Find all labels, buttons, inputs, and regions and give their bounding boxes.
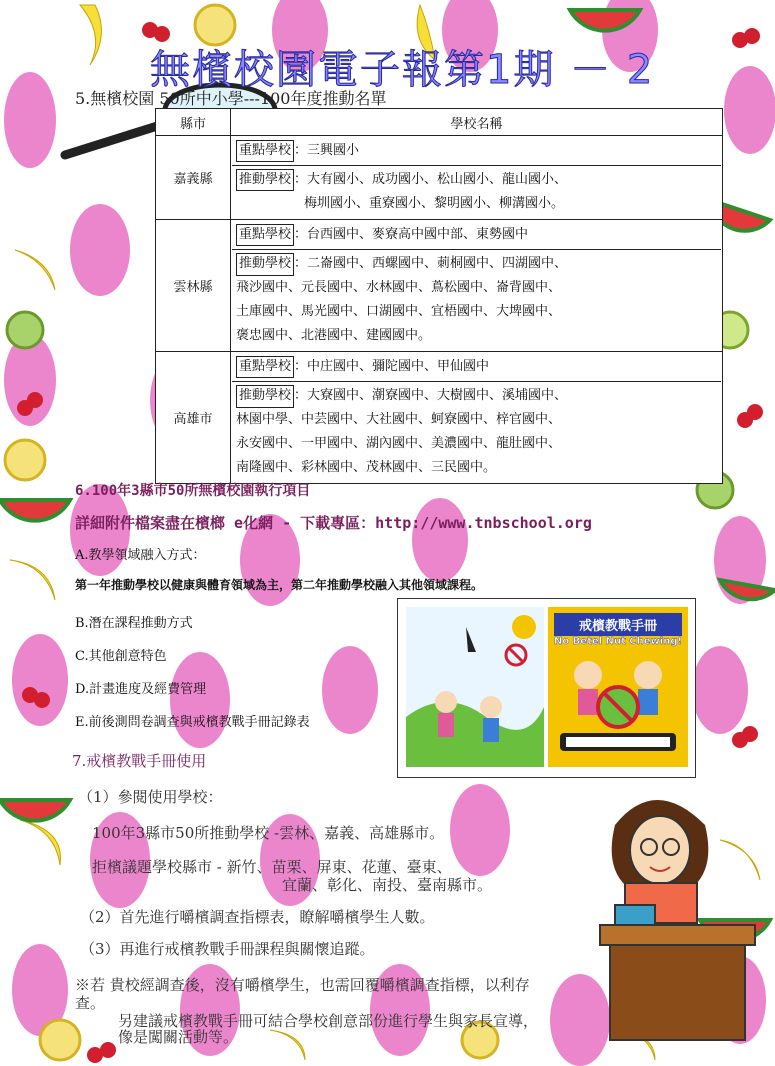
key-school-names: ：台西國中、麥寮高中國中部、東勢國中: [294, 227, 529, 242]
promo-school-tag: 推動學校: [236, 253, 294, 276]
year-note: 第一年推動學校以健康與體育領域為主，第二年推動學校融入其他領域課程。: [75, 578, 484, 592]
school-list-table: [155, 108, 723, 484]
promo-line: ：二崙國中、西螺國中、莿桐國中、四湖國中、: [294, 256, 568, 271]
city-cell: 嘉義縣: [156, 136, 231, 220]
promo-line: ：大寮國中、潮寮國中、大樹國中、溪埔國中、: [294, 388, 568, 403]
table-row: [156, 136, 723, 220]
item-a: A.教學領域融入方式：: [75, 548, 206, 563]
key-schools-row: [232, 353, 721, 381]
item-1a: 100年3縣市50所推動學校 -雲林、嘉義、高雄縣市。: [92, 824, 445, 842]
promo-line: 土庫國中、馬光國中、口湖國中、宜梧國中、大埤國中、: [236, 304, 562, 319]
promo-school-tag: 推動學校: [236, 385, 294, 408]
download-link[interactable]: 詳細附件檔案盡在檳榔 e化網 - 下載專區：http://www.tnbschool.org: [75, 514, 592, 532]
promo-line: 飛沙國中、元長國中、水林國中、蔦松國中、崙背國中、: [236, 280, 562, 295]
poster-subtitle: No Betel Nut Chewing!: [553, 636, 683, 647]
item-3: （3）再進行戒檳教戰手冊課程與關懷追蹤。: [80, 940, 375, 958]
city-cell: 高雄市: [156, 352, 231, 484]
promo-school-tag: 推動學校: [236, 169, 294, 191]
promo-line: 林園中學、中芸國中、大社國中、蚵寮國中、梓官國中、: [236, 412, 562, 427]
promo-line: ：大有國小、成功國小、松山國小、龍山國小、: [294, 172, 568, 187]
promo-schools-row: [232, 381, 721, 482]
promo-line: 永安國中、一甲國中、湖內國中、美濃國中、龍肚國中、: [236, 436, 562, 451]
promo-line: 南隆國中、彩林國中、茂林國中、三民國中。: [236, 460, 497, 475]
key-school-tag: 重點學校: [236, 224, 294, 246]
col-city-header: 縣市: [156, 109, 231, 136]
section5-heading: 5.無檳校園 50所中小學---100年度推動名單: [75, 89, 387, 108]
promo-schools-row: [232, 165, 721, 218]
promo-schools-row: [232, 249, 721, 350]
poster-cover-left: [406, 607, 544, 767]
page-title: 無檳校園電子報第1期 － 2: [150, 47, 655, 93]
note-line3: 另建議戒檳教戰手冊可結合學校創意部份進行學生與家長宣導，: [118, 1012, 539, 1030]
col-school-header: 學校名稱: [231, 109, 723, 136]
schools-cell: [231, 136, 723, 220]
key-school-names: ：中庄國中、彌陀國中、甲仙國中: [294, 359, 490, 374]
promo-school-names: [294, 168, 717, 216]
section6-heading: 6.100年3縣市50所無檳校園執行項目: [75, 483, 311, 499]
promo-line: 梅圳國小、重寮國小、黎明國小、柳溝國小。: [304, 196, 565, 211]
schools-cell: [231, 352, 723, 484]
table-header-row: [156, 109, 723, 136]
item-1: （1）參閱使用學校：: [78, 788, 223, 806]
city-cell: 雲林縣: [156, 220, 231, 352]
item-e: E.前後測問卷調查與戒檳教戰手冊記錄表: [75, 715, 310, 730]
key-school-tag: 重點學校: [236, 140, 294, 162]
key-schools-row: [232, 137, 721, 165]
kids-illustration: [406, 607, 544, 767]
item-1b-line1: 拒檳議題學校縣市 - 新竹、苗栗、屏東、花蓮、臺東、: [92, 858, 452, 876]
table-row: [156, 220, 723, 352]
note-line1: ※若 貴校經調查後，沒有嚼檳學生，也需回覆嚼檳調查指標，以利存: [75, 976, 530, 994]
key-schools-row: [232, 221, 721, 249]
poster-title: 戒檳教戰手冊: [554, 613, 682, 636]
poster-cover-right: [548, 607, 688, 767]
item-c: C.其他創意特色: [75, 649, 167, 664]
promo-line: 褒忠國中、北港國中、建國國中。: [236, 328, 432, 343]
item-1b-line2: 宜蘭、彰化、南投、臺南縣市。: [282, 876, 493, 894]
item-b: B.潛在課程推動方式: [75, 616, 193, 631]
note-line4: 像是闖關活動等。: [118, 1028, 239, 1046]
table-row: [156, 352, 723, 484]
section7-heading: 7.戒檳教戰手冊使用: [72, 752, 207, 770]
no-betel-illustration: [548, 647, 688, 757]
key-school-tag: 重點學校: [236, 356, 294, 378]
item-2: （2）首先進行嚼檳調查指標表，瞭解嚼檳學生人數。: [80, 908, 435, 926]
note-line2: 查。: [75, 994, 106, 1012]
item-d: D.計畫進度及經費管理: [75, 682, 207, 697]
schools-cell: [231, 220, 723, 352]
key-school-names: ：三興國小: [294, 143, 360, 158]
handbook-poster: [397, 598, 696, 778]
